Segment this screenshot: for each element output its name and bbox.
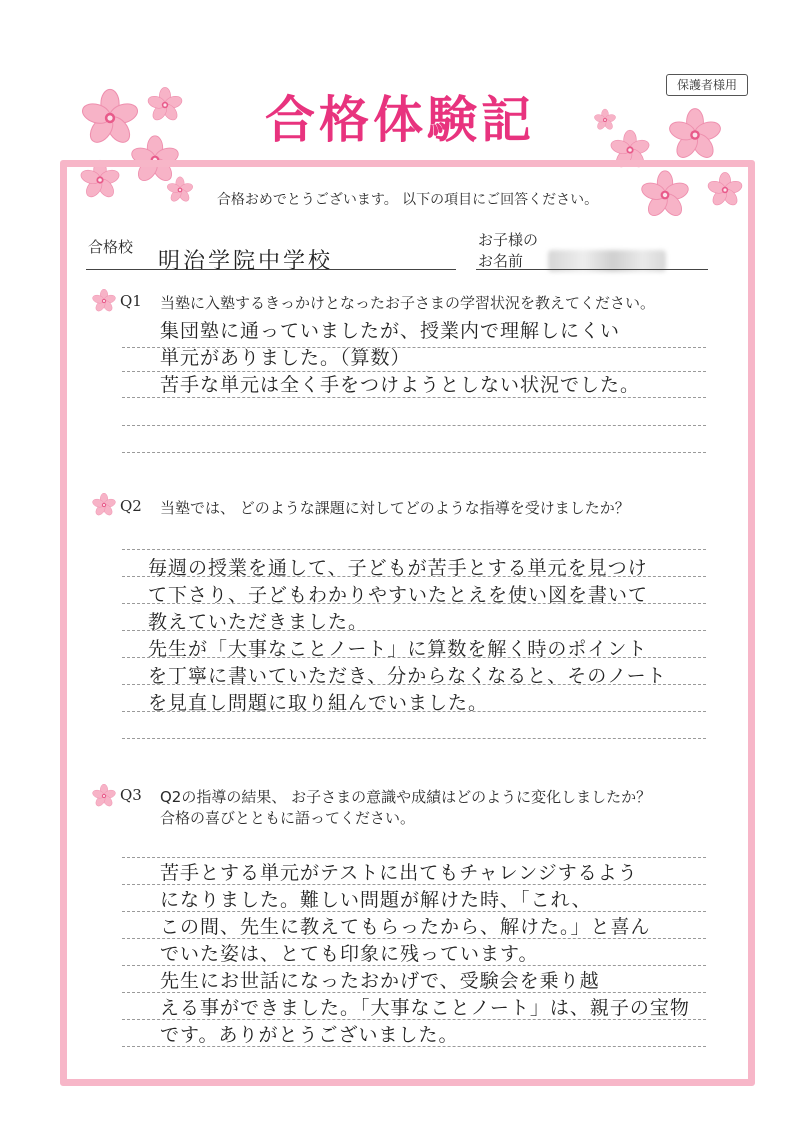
q2-answer-line: を見直し問題に取り組んでいました。 (148, 692, 489, 714)
q3-text: Q2の指導の結果、 お子さまの意識や成績はどのように変化しましたか？ (160, 788, 652, 806)
child-name-label-1: お子様の (478, 231, 539, 249)
q2-answer-line: 教えていただきました。 (148, 611, 369, 633)
q1-rule (122, 425, 706, 426)
q3-answer-line: この間、先生に教えてもらったから、解けた。」と喜ん (160, 916, 651, 938)
q3-text-line2: 合格の喜びとともに語ってください。 (160, 809, 416, 827)
q2-blossom-icon (92, 493, 116, 517)
q2-answer (148, 555, 667, 717)
q2-rule (122, 549, 706, 550)
q3-number: Q3 (120, 786, 142, 804)
q3-answer-line: でいた姿は、とても印象に残っています。 (160, 943, 539, 965)
q3-answer-line: 先生にお世話になったおかげで、受験会を乗り越 (160, 970, 600, 992)
q1-number: Q1 (120, 292, 142, 310)
q3-answer-line: える事ができました。「大事なことノート」は、親子の宝物 (160, 997, 690, 1019)
q2-answer-line: 先生が「大事なことノート」に算数を解く時のポイント (148, 638, 648, 660)
intro-text: 合格おめでとうございます。 以下の項目にご回答ください。 (216, 192, 599, 208)
q3-answer-line: になりました。難しい問題が解けた時、「これ、 (160, 889, 592, 911)
form-type-badge: 保護者様用 (666, 74, 748, 96)
q3-answer-line: 苦手とする単元がテストに出てもチャレンジするよう (160, 862, 638, 884)
q1-answer (160, 318, 640, 399)
q2-answer-line: 毎週の授業を通して、子どもが苦手とする単元を見つけ (148, 557, 648, 579)
q1-blossom-icon (92, 289, 116, 313)
school-underline (86, 269, 456, 270)
q2-answer-line: を丁寧に書いていただき、分からなくなると、そのノート (148, 665, 667, 687)
name-underline (476, 269, 708, 270)
q3-answer-line: です。ありがとうございました。 (160, 1024, 459, 1046)
q1-answer-line: 集団塾に通っていましたが、授業内で理解しにくい (160, 320, 621, 342)
q1-answer-line: 苦手な単元は全く手をつけようとしない状況でした。 (160, 374, 641, 396)
q2-rule (122, 738, 706, 739)
page-title: 合格体験記 (265, 91, 535, 149)
q1-rule (122, 452, 706, 453)
q2-text: 当塾では、 どのような課題に対してどのような指導を受けましたか？ (160, 499, 630, 517)
child-name-label-2: お名前 (478, 252, 524, 270)
school-label: 合格校 (88, 238, 134, 256)
q3-answer (160, 860, 690, 1049)
q3-blossom-icon (92, 784, 116, 808)
q2-number: Q2 (120, 497, 142, 515)
q3-rule (122, 857, 706, 858)
q1-text: 当塾に入塾するきっかけとなったお子さまの学習状況を教えてください。 (160, 294, 656, 312)
q1-answer-line: 単元がありました。（算数） (160, 347, 411, 369)
school-value: 明治学院中学校 (158, 249, 334, 274)
q2-answer-line: て下さり、子どもわかりやすいたとえを使い図を書いて (148, 584, 649, 606)
